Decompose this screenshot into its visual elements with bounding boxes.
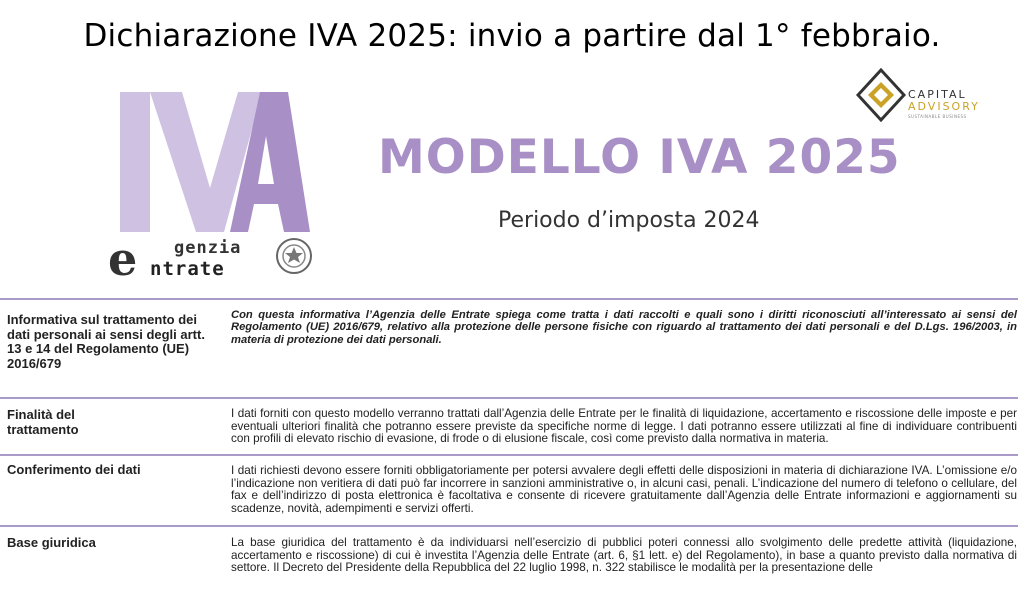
section-text-conferimento: I dati richiesti devono essere forniti obbligatoriamente per potersi avvalere degli effetti delle disposizioni in materia di dichiarazione IVA. L’omissione e/o l’indicazione non veritiera di dati può far incorrere in sanzioni amministrative o, in alcuni casi, penali. L’indicazione del numero di telefono o cellulare, del fax e dell’indirizzo di posta elettronica è facoltativa e consente di ricevere gratuitamente dall’Agenzia delle Entrate informazioni e aggiornamenti su scadenze, novità, adempimenti e servizi offerti. <box>231 464 1017 515</box>
agenzia-word: genzia <box>174 238 242 258</box>
section-label-informativa: Informativa sul trattamento dei dati personali ai sensi degli artt. 13 e 14 del Regolamento (UE) 2016/679 <box>7 312 205 371</box>
iva-logo <box>112 92 312 242</box>
agenzia-e-letter: e <box>108 232 138 286</box>
row-divider <box>0 397 1018 399</box>
capital-advisory-tagline: SUSTAINABLE BUSINESS <box>908 114 967 119</box>
agenzia-entrate-logo <box>106 232 316 290</box>
capital-advisory-line1: CAPITAL <box>908 88 967 101</box>
iva-letter-i <box>120 92 150 232</box>
capital-advisory-logo <box>852 68 992 124</box>
row-divider <box>0 454 1018 456</box>
entrate-word: ntrate <box>150 258 225 280</box>
section-label-base-giuridica: Base giuridica <box>7 535 96 550</box>
page-title: MODELLO IVA 2025 <box>378 130 901 185</box>
section-text-informativa: Con questa informativa l’Agenzia delle Entrate spiega come tratta i dati raccolti e quali sono i diritti riconosciuti all’interessato ai sensi del Regolamento (UE) 2016/679, relativo alla protezione delle persone fisiche con riguardo al trattamento dei dati personali e del D.Lgs. 196/2003, in materia di protezione dei dati personali. <box>231 309 1017 346</box>
section-label-conferimento: Conferimento dei dati <box>7 462 141 477</box>
section-text-finalita: I dati forniti con questo modello verranno trattati dall’Agenzia delle Entrate per le finalità di liquidazione, accertamento e riscossione delle imposte e per eventuali ulteriori finalità che potranno essere previste da specifiche norme di legge. I dati potranno essere utilizzati al fine di individuare contribuenti con profili di elevato rischio di evasione, di frode o di elusione fiscale, così come previsto dalla normativa in materia. <box>231 407 1017 446</box>
capital-advisory-line2: ADVISORY <box>908 100 980 113</box>
emblem-icon <box>274 234 314 278</box>
capital-advisory-diamond-icon <box>856 68 906 122</box>
row-divider <box>0 525 1018 527</box>
page-subtitle: Periodo d’imposta 2024 <box>498 208 760 233</box>
section-label-finalita: Finalità del trattamento <box>7 407 79 437</box>
row-divider <box>0 298 1018 300</box>
section-text-base-giuridica: La base giuridica del trattamento è da individuarsi nell’esercizio di pubblici poteri connessi allo svolgimento delle predette attività (liquidazione, accertamento e riscossione) di cui è investita l’Agenzia delle Entrate (art. 6, §1 lett. e) del Regolamento), in base a quanto previsto dalla normativa di settore. Il Decreto del Presidente della Repubblica del 22 luglio 1998, n. 322 stabilisce le modalità per la presentazione delle <box>231 537 1017 575</box>
headline: Dichiarazione IVA 2025: invio a partire dal 1° febbraio. <box>83 18 941 54</box>
